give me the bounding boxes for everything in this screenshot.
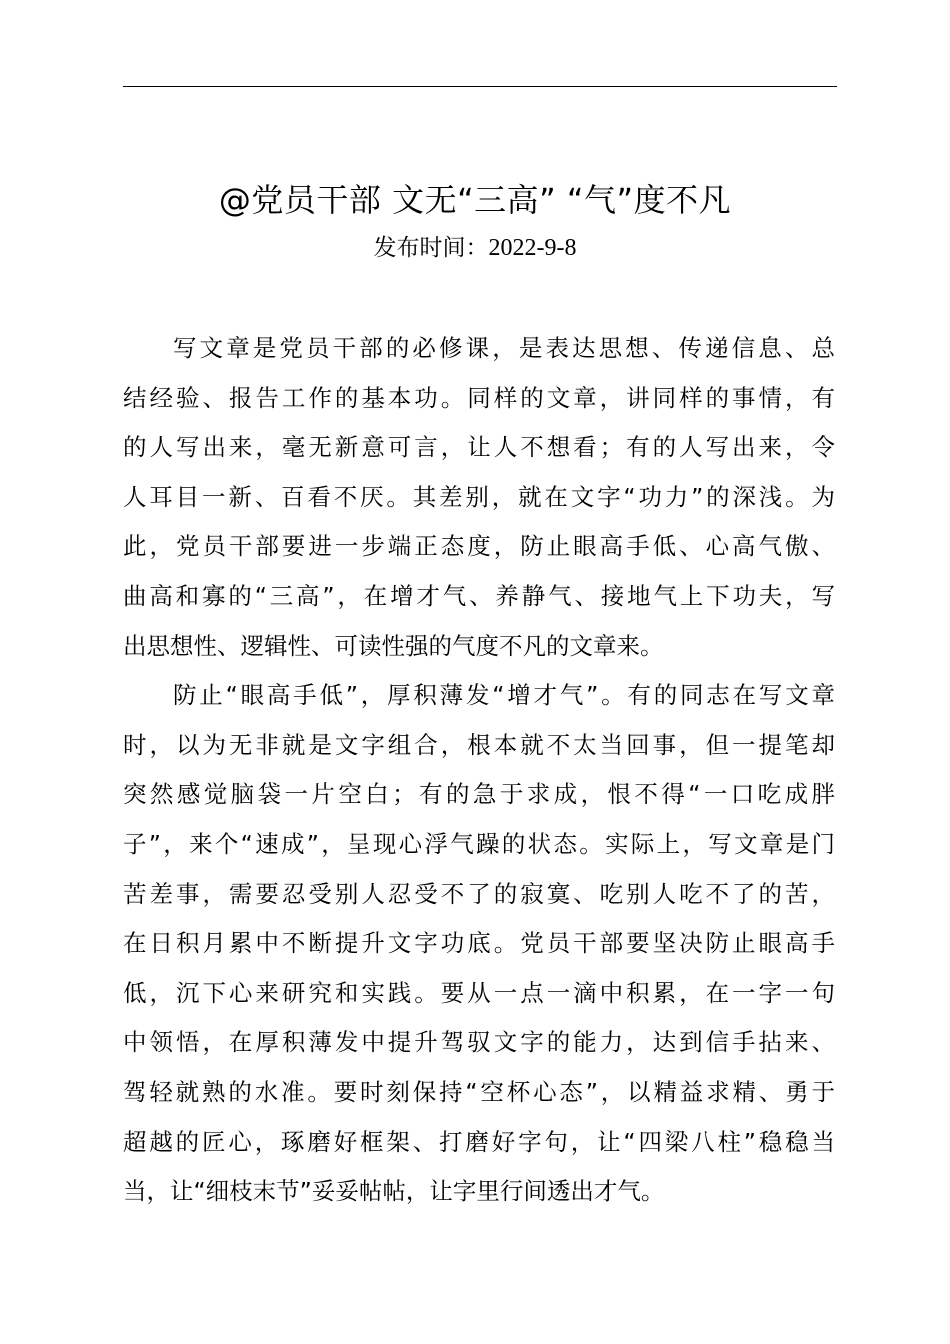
text-line: 驾轻就熟的水准。要时刻保持“空杯心态”，以精益求精、勇于	[123, 1077, 835, 1106]
text-line: 此，党员干部要进一步端正态度，防止眼高手低、心高气傲、	[123, 532, 835, 561]
text-line: 低，沉下心来研究和实践。要从一点一滴中积累，在一字一句	[123, 978, 835, 1007]
text-line: 时，以为无非就是文字组合，根本就不太当回事，但一提笔却	[123, 730, 835, 759]
page-title: @党员干部 文无“三高” “气”度不凡	[218, 181, 732, 219]
paragraph	[123, 324, 835, 671]
text-line: 出思想性、逻辑性、可读性强的气度不凡的文章来。	[123, 631, 664, 660]
text-line: 曲高和寡的“三高”，在增才气、养静气、接地气上下功夫，写	[123, 581, 835, 610]
text-line: 结经验、报告工作的基本功。同样的文章，讲同样的事情，有	[123, 383, 835, 412]
text-line: 超越的匠心，琢磨好框架、打磨好字句，让“四梁八柱”稳稳当	[123, 1127, 835, 1156]
text-line: 中领悟，在厚积薄发中提升驾驭文字的能力，达到信手拈来、	[123, 1028, 835, 1057]
text-line: 突然感觉脑袋一片空白；有的急于求成，恨不得“一口吃成胖	[123, 780, 835, 809]
text-line: 的人写出来，毫无新意可言，让人不想看；有的人写出来，令	[123, 433, 835, 462]
header-rule	[123, 86, 837, 87]
publish-date	[0, 229, 950, 267]
text-line: 在日积月累中不断提升文字功底。党员干部要坚决防止眼高手	[123, 929, 835, 958]
text-line: 苦差事，需要忍受别人忍受不了的寂寞、吃别人吃不了的苦，	[123, 879, 835, 908]
publish-date-label: 发布时间：	[373, 235, 489, 261]
publish-date-value: 2022-9-8	[488, 235, 577, 261]
text-line: 子”，来个“速成”，呈现心浮气躁的状态。实际上，写文章是门	[123, 829, 835, 858]
text-line: 防止“眼高手低”，厚积薄发“增才气”。有的同志在写文章	[173, 681, 835, 710]
paragraph	[123, 671, 835, 1217]
text-line: 人耳目一新、百看不厌。其差别，就在文字“功力”的深浅。为	[123, 482, 835, 511]
text-line: 写文章是党员干部的必修课，是表达思想、传递信息、总	[173, 334, 835, 362]
text-line: 当，让“细枝末节”妥妥帖帖，让字里行间透出才气。	[123, 1177, 665, 1206]
article-body	[123, 324, 835, 1217]
